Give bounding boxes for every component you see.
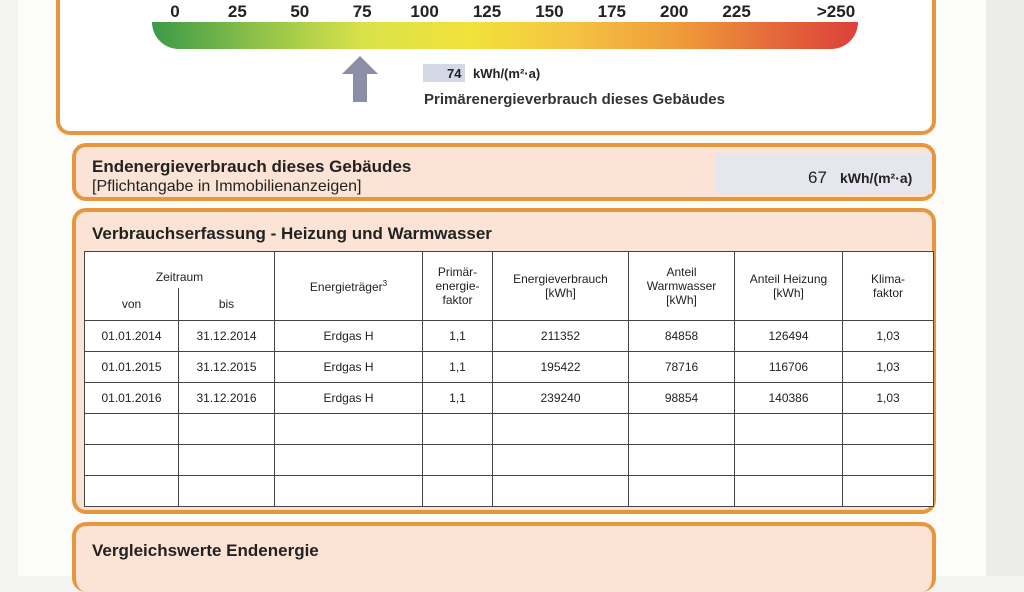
table-cell	[85, 445, 179, 476]
scale-tick: 175	[597, 2, 626, 21]
header-klimafaktor: Klima- faktor	[843, 252, 934, 321]
table-cell: 116706	[735, 352, 843, 383]
header-pef: Primär- energie- faktor	[423, 252, 493, 321]
table-cell: 78716	[629, 352, 735, 383]
table-cell: 98854	[629, 383, 735, 414]
table-cell	[179, 476, 275, 507]
table-cell	[735, 476, 843, 507]
table-cell: 211352	[493, 321, 629, 352]
primary-caption: Primärenergieverbrauch dieses Gebäudes	[424, 91, 725, 108]
table-row	[85, 445, 934, 476]
table-cell	[735, 445, 843, 476]
table-cell	[843, 414, 934, 445]
header-zeitraum: Zeitraum	[85, 252, 275, 289]
table-cell	[423, 445, 493, 476]
scale-tick: 75	[352, 2, 372, 21]
table-cell	[275, 476, 423, 507]
table-cell: 01.01.2014	[85, 321, 179, 352]
table-cell	[843, 445, 934, 476]
final-energy-value: 67	[808, 168, 827, 187]
table-cell: 1,03	[843, 321, 934, 352]
table-cell: 239240	[493, 383, 629, 414]
primary-value: 74	[447, 66, 462, 81]
header-energietraeger-sup: 3	[382, 278, 388, 288]
table-cell	[423, 414, 493, 445]
header-von: von	[85, 288, 179, 321]
table-cell: 31.12.2015	[179, 352, 275, 383]
table-row	[85, 414, 934, 445]
final-energy-panel	[72, 143, 936, 201]
table-row	[85, 321, 934, 352]
table-cell: 84858	[629, 321, 735, 352]
table-cell: 31.12.2014	[179, 321, 275, 352]
scale-tick: >250	[816, 2, 856, 21]
table-cell: 01.01.2015	[85, 352, 179, 383]
table-cell	[179, 445, 275, 476]
table-cell	[735, 414, 843, 445]
table-cell	[629, 445, 735, 476]
table-cell	[85, 414, 179, 445]
table-cell: Erdgas H	[275, 321, 423, 352]
table-cell: Erdgas H	[275, 383, 423, 414]
table-cell	[179, 414, 275, 445]
table-cell: 1,03	[843, 383, 934, 414]
header-energieverbrauch: Energieverbrauch [kWh]	[493, 252, 629, 321]
header-warmwasser: Anteil Warmwasser [kWh]	[629, 252, 735, 321]
page-edge	[986, 0, 1024, 576]
table-row	[85, 476, 934, 507]
table-cell	[275, 414, 423, 445]
arrow-up-icon	[342, 56, 378, 102]
primary-unit: kWh/(m²·a)	[473, 66, 541, 81]
scale-tick: 100	[410, 2, 439, 21]
scale-tick: 25	[227, 2, 247, 21]
table-cell: 01.01.2016	[85, 383, 179, 414]
header-heizung: Anteil Heizung [kWh]	[735, 252, 843, 321]
header-energietraeger-label: Energieträger	[309, 279, 383, 294]
table-row	[85, 352, 934, 383]
consumption-table	[84, 251, 934, 507]
energy-scale-bar	[152, 22, 858, 49]
consumption-title: Verbrauchserfassung - Heizung und Warmwasser	[92, 224, 492, 243]
scale-tick: 50	[290, 2, 310, 21]
scale-tick: 0	[170, 2, 180, 21]
table-cell	[493, 414, 629, 445]
table-cell: 31.12.2016	[179, 383, 275, 414]
final-energy-subtitle: [Pflichtangabe in Immobilienanzeigen]	[92, 178, 362, 195]
table-cell	[629, 476, 735, 507]
table-cell: 140386	[735, 383, 843, 414]
table-cell: 1,1	[423, 352, 493, 383]
table-cell: Erdgas H	[275, 352, 423, 383]
final-energy-title: Endenergieverbrauch dieses Gebäudes	[92, 157, 412, 176]
scale-tick: 200	[660, 2, 689, 21]
header-bis: bis	[179, 288, 275, 321]
comparison-title: Vergleichswerte Endenergie	[92, 541, 319, 560]
scale-tick: 225	[722, 2, 751, 21]
table-cell: 195422	[493, 352, 629, 383]
table-row	[85, 383, 934, 414]
table-cell: 126494	[735, 321, 843, 352]
comparison-panel	[72, 522, 936, 592]
consumption-rows	[85, 321, 934, 507]
table-cell	[629, 414, 735, 445]
table-cell	[493, 476, 629, 507]
final-energy-unit: kWh/(m²·a)	[840, 170, 913, 186]
table-cell: 1,1	[423, 383, 493, 414]
scale-tick: 125	[472, 2, 502, 21]
table-cell	[85, 476, 179, 507]
table-cell: 1,03	[843, 352, 934, 383]
table-cell	[493, 445, 629, 476]
scale-tick: 150	[535, 2, 564, 21]
header-energietraeger	[275, 252, 423, 321]
consumption-panel	[72, 208, 936, 514]
table-cell	[275, 445, 423, 476]
table-cell	[843, 476, 934, 507]
table-cell: 1,1	[423, 321, 493, 352]
scale-ticks	[150, 2, 862, 22]
table-cell	[423, 476, 493, 507]
